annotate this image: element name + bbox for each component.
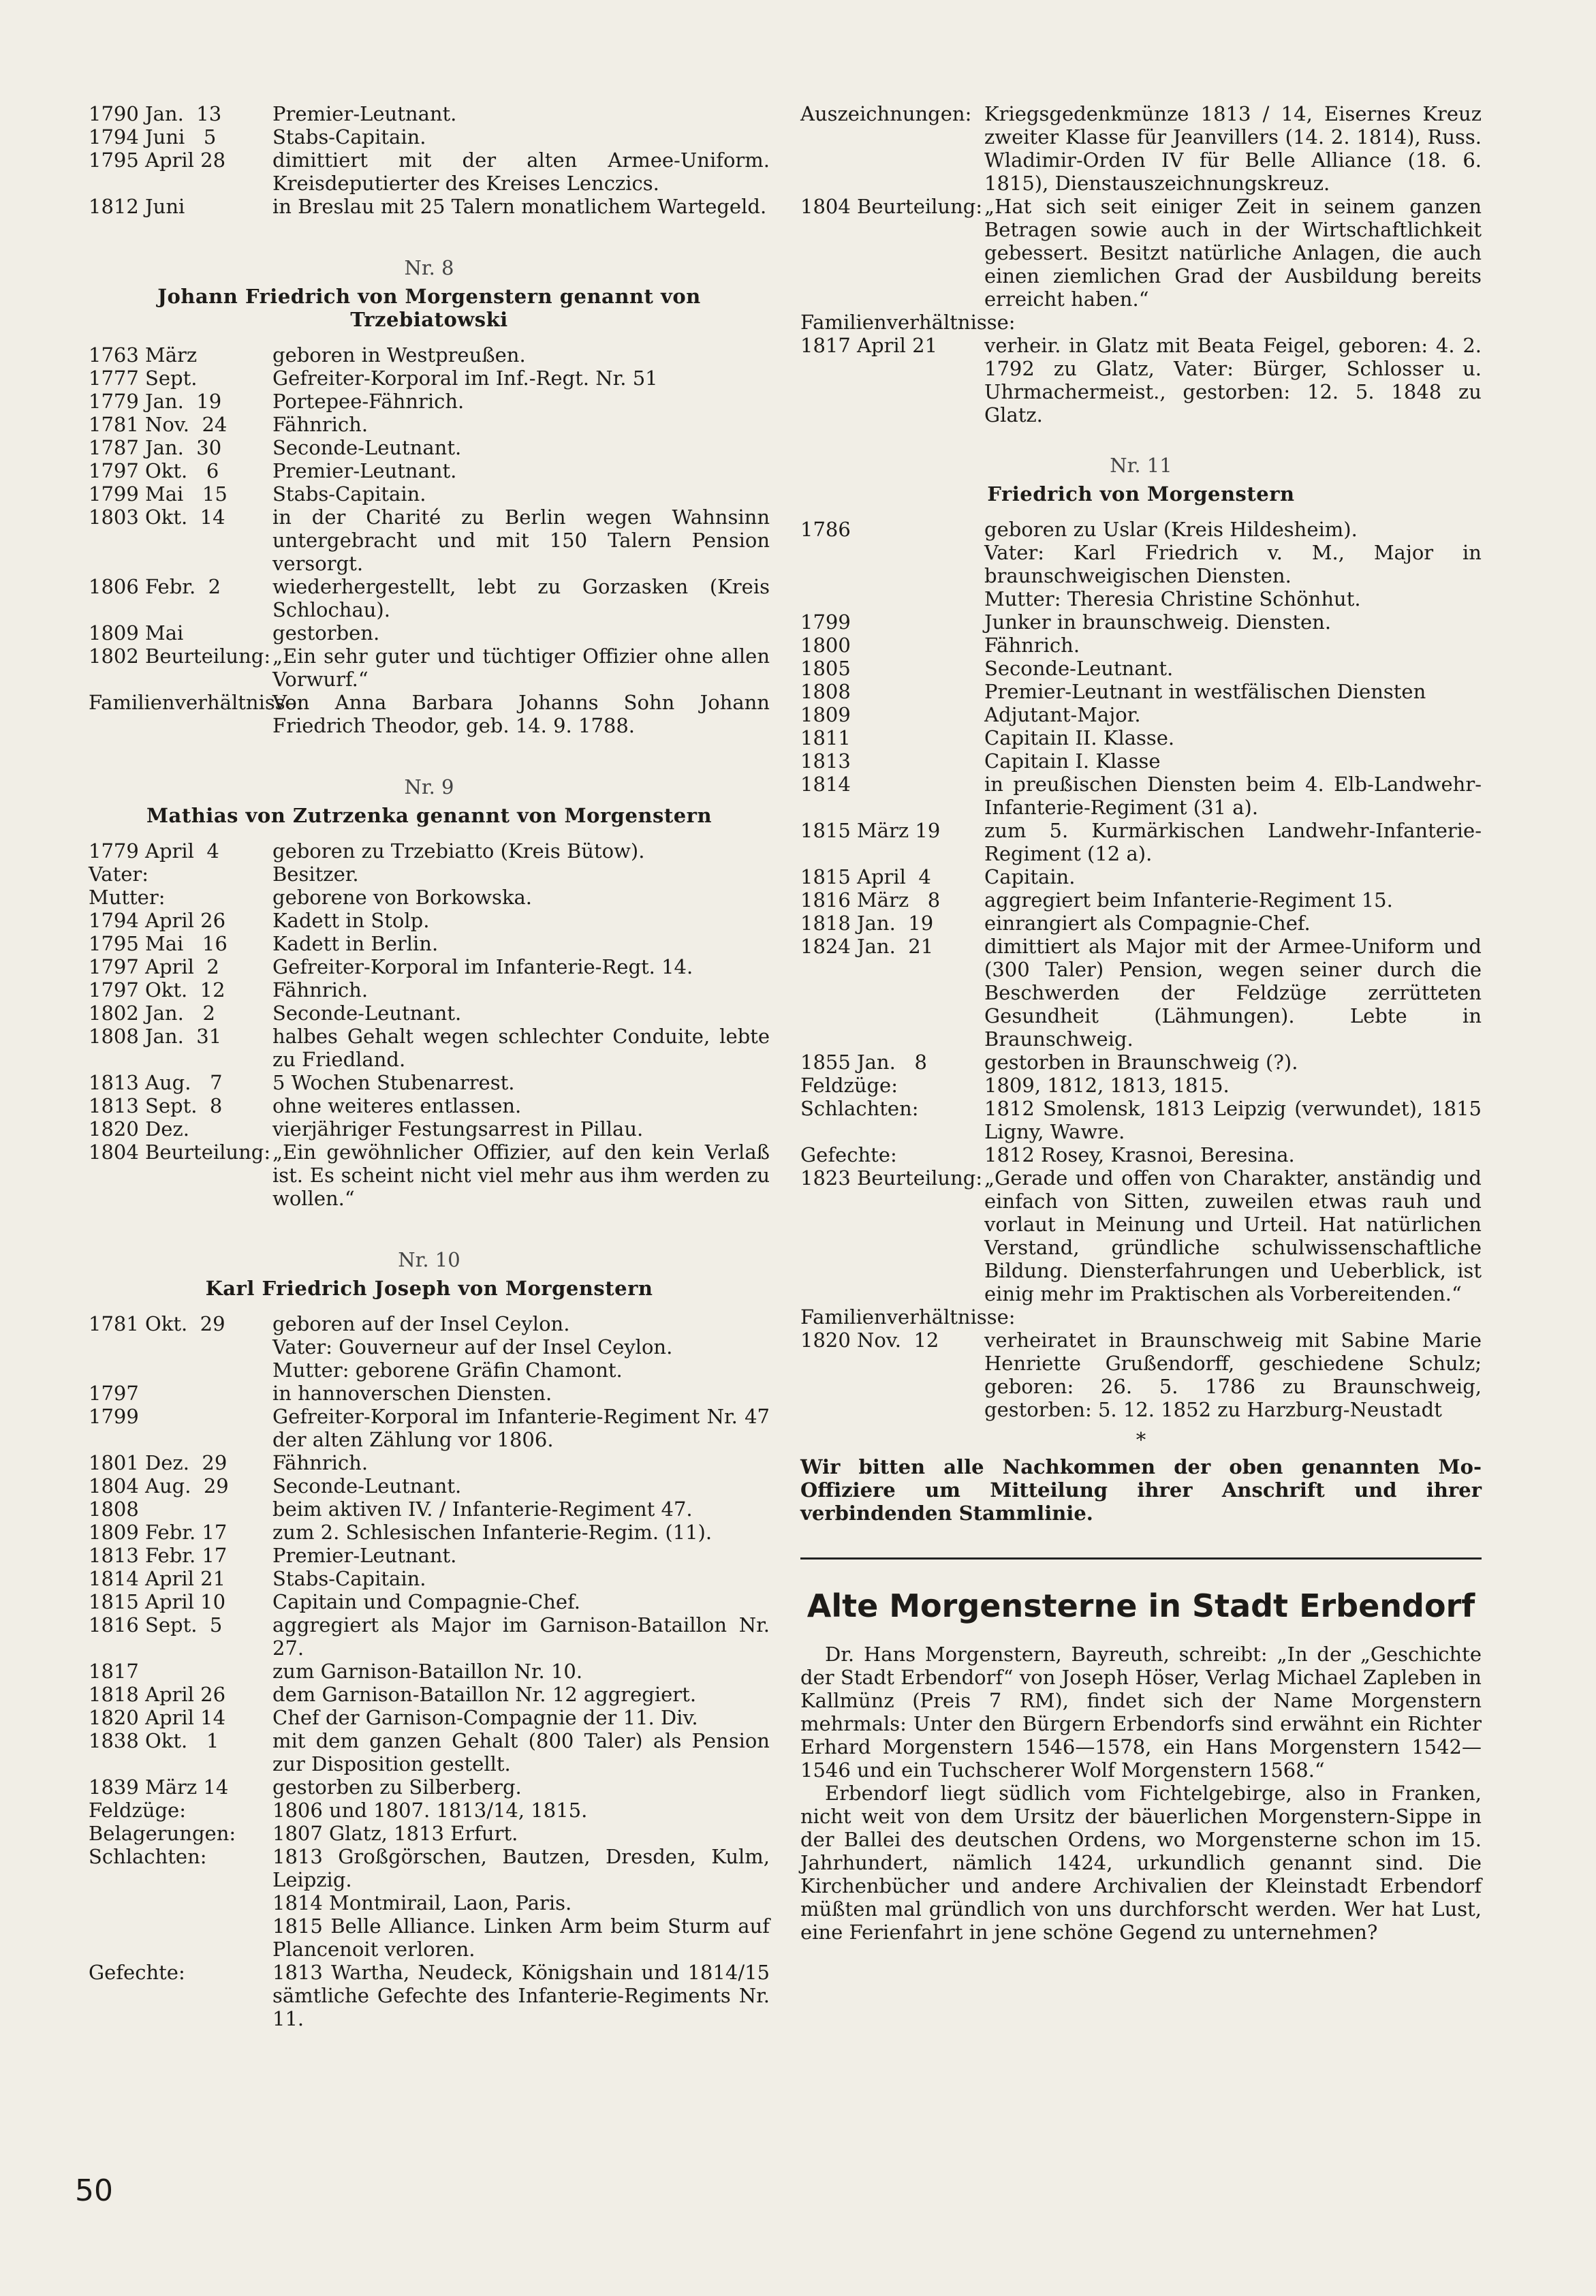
entry-row [89, 1335, 770, 1359]
right-column [800, 102, 1482, 1944]
entry-row [89, 1141, 770, 1210]
entry-row [800, 102, 1482, 195]
row-text: in Breslau mit 25 Talern monatlichem Wartegeld. [272, 195, 767, 218]
row-date: 1779 Jan. 19 [89, 390, 222, 413]
row-text: Gefreiter-Korporal im Infanterie-Regt. 14. [272, 955, 693, 978]
family-row [89, 691, 770, 737]
entry-row [89, 886, 770, 909]
row-text: geboren in Westpreußen. [272, 343, 526, 367]
preamble [89, 102, 770, 218]
row-date: Vater: [89, 863, 149, 886]
row-text: Fähnrich. [272, 978, 369, 1002]
entry-row [800, 1166, 1482, 1305]
row-text: zum 2. Schlesischen Infanterie-Regim. (11). [272, 1521, 713, 1544]
row-date: 1797 April 2 [89, 955, 219, 978]
row-date: 1801 Dez. 29 [89, 1451, 228, 1474]
row-text: „Ein gewöhnlicher Offizier, auf den kein Verlaß ist. Es scheint nicht viel mehr aus ihm werden zu wollen.“ [272, 1141, 770, 1210]
row-text: verheir. in Glatz mit Beata Feigel, geboren: 4. 2. 1792 zu Glatz, Vater: Bürger, Schlosser u. Uhrmachermeist., gestorben: 12. 5. 1848 zu Glatz. [984, 334, 1482, 426]
row-date: 1813 Febr. 17 [89, 1544, 228, 1567]
row-date: 1812 Juni [89, 195, 185, 218]
row-text: 1813 Großgörschen, Bautzen, Dresden, Kulm, Leipzig. [272, 1845, 770, 1891]
row-text: ohne weiteres entlassen. [272, 1094, 522, 1117]
row-text: Stabs-Capitain. [272, 125, 426, 149]
entry-row [89, 1382, 770, 1405]
entry-row [89, 1094, 770, 1117]
entry-row [89, 1117, 770, 1141]
entry-number: Nr. 10 [398, 1248, 460, 1271]
entry-nr-9 [89, 775, 770, 1210]
entry-row [89, 1891, 770, 1914]
entry-row [89, 575, 770, 621]
row-date: Feldzüge: [800, 1074, 898, 1097]
row-date: 1817 [89, 1660, 139, 1683]
entry-nr-11 [800, 454, 1482, 1421]
row-date: 1820 Dez. [89, 1117, 189, 1141]
row-text: Seconde-Leutnant. [272, 1002, 462, 1025]
row-text: dem Garnison-Bataillon Nr. 12 aggregiert. [272, 1683, 697, 1706]
row-date: 1800 [800, 634, 851, 657]
row-text: Adjutant-Major. [984, 703, 1141, 726]
entry-row [89, 1845, 770, 1891]
row-date: Gefechte: [800, 1143, 897, 1166]
entry-row [89, 149, 770, 195]
row-text: gestorben in Braunschweig (?). [984, 1051, 1298, 1074]
row-date: 1797 Okt. 12 [89, 978, 225, 1002]
row-date: 1799 [89, 1405, 139, 1428]
entry-row [89, 413, 770, 436]
entry-row [800, 749, 1482, 773]
row-date: 1809 Febr. 17 [89, 1521, 228, 1544]
entry-row [89, 1405, 770, 1451]
row-date [89, 1359, 272, 1382]
row-date: 1820 Nov. 12 [800, 1329, 939, 1352]
row-text: Mutter: geborene Gräfin Chamont. [272, 1359, 623, 1382]
entry-row [89, 1660, 770, 1683]
row-date: Auszeichnungen: [800, 102, 972, 125]
row-text: 1807 Glatz, 1813 Erfurt. [272, 1822, 518, 1845]
row-date: Schlachten: [89, 1845, 207, 1868]
entry-row [800, 518, 1482, 541]
entry-row [89, 1312, 770, 1335]
entry-row [89, 367, 770, 390]
row-date: 1813 Sept. 8 [89, 1094, 223, 1117]
row-date: 1790 Jan. 13 [89, 102, 222, 125]
row-text: „Hat sich seit einiger Zeit in seinem ganzen Betragen sowie auch in der Wirtschaftlichkeit gebessert. Besitzt natürliche Anlagen, die auch einen ziemlichen Grad der Ausbildung bereits erreicht haben.“ [984, 195, 1482, 311]
row-text: zum 5. Kurmärkischen Landwehr-Infanterie-Regiment (12 a). [984, 819, 1482, 865]
row-date: 1808 Jan. 31 [89, 1025, 222, 1048]
row-text: halbes Gehalt wegen schlechter Conduite, lebte zu Friedland. [272, 1025, 770, 1071]
entry-row [800, 865, 1482, 888]
entry-row [89, 1799, 770, 1822]
row-date: 1797 [89, 1382, 139, 1405]
row-date: 1815 April 10 [89, 1590, 226, 1613]
entry-row [89, 1359, 770, 1382]
row-text: Vater: Gouverneur auf der Insel Ceylon. [272, 1335, 673, 1359]
row-text: Stabs-Capitain. [272, 1567, 426, 1590]
entry-name: Johann Friedrich von Morgenstern genannt von Trzebiatowski [157, 285, 701, 331]
row-date: 1824 Jan. 21 [800, 935, 934, 958]
row-text: Portepee-Fähnrich. [272, 390, 465, 413]
row-text: Capitain und Compagnie-Chef. [272, 1590, 580, 1613]
row-date: 1816 März 8 [800, 888, 941, 912]
row-date: 1794 Juni 5 [89, 125, 217, 149]
row-date: Mutter: [89, 886, 166, 909]
entry-row [800, 1097, 1482, 1143]
row-text: 1815 Belle Alliance. Linken Arm beim Sturm auf Plancenoit verloren. [272, 1914, 770, 1961]
row-text: Premier-Leutnant. [272, 1544, 457, 1567]
row-date: 1855 Jan. 8 [800, 1051, 927, 1074]
row-text: Fähnrich. [984, 634, 1080, 657]
row-text: Mutter: Theresia Christine Schönhut. [984, 587, 1361, 610]
row-date: 1818 April 26 [89, 1683, 226, 1706]
row-text: Fähnrich. [272, 413, 369, 436]
row-date: 1806 Febr. 2 [89, 575, 221, 598]
entry-row [89, 1544, 770, 1567]
entry-row [800, 1074, 1482, 1097]
entry-row [89, 482, 770, 506]
row-date: 1815 April 4 [800, 865, 931, 888]
row-date: 1817 April 21 [800, 334, 938, 357]
row-date: 1820 April 14 [89, 1706, 226, 1729]
entry-row [89, 1071, 770, 1094]
row-text: Besitzer. [272, 863, 359, 886]
entry-row [800, 610, 1482, 634]
row-date: 1809 Mai [89, 621, 184, 645]
family-row [800, 334, 1482, 426]
row-date: 1814 [800, 773, 851, 796]
row-text: Seconde-Leutnant. [272, 436, 462, 459]
row-text: aggregiert beim Infanterie-Regiment 15. [984, 888, 1393, 912]
row-date: 1797 Okt. 6 [89, 459, 219, 482]
row-date [800, 541, 984, 587]
row-date: 1781 Nov. 24 [89, 413, 228, 436]
row-text: Kadett in Berlin. [272, 932, 439, 955]
row-text: 1812 Rosey, Krasnoi, Beresina. [984, 1143, 1295, 1166]
row-date: 1803 Okt. 14 [89, 506, 225, 529]
row-date: 1804 Aug. 29 [89, 1474, 229, 1498]
row-text: Kriegsgedenkmünze 1813 / 14, Eisernes Kreuz zweiter Klasse für Jeanvillers (14. 2. 1814), Russ. Wladimir-Orden IV für Belle Alliance (18. 6. 1815), Dienstauszeichnungskreuz. [984, 102, 1482, 195]
entry-name: Friedrich von Morgenstern [987, 482, 1295, 506]
entry-row [800, 657, 1482, 680]
row-text: 1809, 1812, 1813, 1815. [984, 1074, 1230, 1097]
row-text: zum Garnison-Bataillon Nr. 10. [272, 1660, 583, 1683]
family-row [800, 1329, 1482, 1421]
row-text: dimittiert mit der alten Armee-Uniform. Kreisdeputierter des Kreises Lenczics. [272, 149, 770, 195]
family-label: Familienverhältnisse: [800, 311, 1016, 334]
entry-row [800, 819, 1482, 865]
row-text: mit dem ganzen Gehalt (800 Taler) als Pension zur Disposition gestellt. [272, 1729, 770, 1775]
row-text: geboren zu Uslar (Kreis Hildesheim). [984, 518, 1358, 541]
row-text: Chef der Garnison-Compagnie der 11. Div. [272, 1706, 698, 1729]
entry-row [800, 680, 1482, 703]
entry-row [89, 1474, 770, 1498]
row-date: 1777 Sept. [89, 367, 198, 390]
row-date: 1779 April 4 [89, 839, 219, 863]
entry-row [89, 909, 770, 932]
entry-row [89, 621, 770, 645]
entry-row [89, 1961, 770, 2030]
entry-row [800, 1143, 1482, 1166]
row-text: einrangiert als Compagnie-Chef. [984, 912, 1311, 935]
article-headline: Alte Morgensterne in Stadt Erbendorf [807, 1587, 1475, 1624]
article-paragraph: Dr. Hans Morgenstern, Bayreuth, schreibt: „In der „Geschichte der Stadt Erbendorf“ von Joseph Höser, Verlag Michael Zapleben in Kallmünz (Preis 7 RM), findet sich der Name Morgenstern mehrmals: Unter den Bürgern Erbendorfs sind erwähnt ein Richter Erhard Morgenstern 1546—1578, ein Hans Morgenstern 1542—1546 und ein Tuchscherer Wolf Morgenstern 1568.“ [800, 1643, 1482, 1782]
row-date: 1839 März 14 [89, 1775, 229, 1799]
row-date [89, 1914, 272, 1961]
row-date: 1799 [800, 610, 851, 634]
entry-row [89, 390, 770, 413]
entry-row [89, 955, 770, 978]
row-text: gestorben. [272, 621, 380, 645]
row-date: 1823 Beurteilung: [800, 1166, 983, 1190]
row-date: 1816 Sept. 5 [89, 1613, 223, 1636]
row-text: in preußischen Diensten beim 4. Elb-Landwehr-Infanterie-Regiment (31 a). [984, 773, 1482, 819]
entry-number: Nr. 11 [1110, 454, 1172, 477]
entry-row [800, 1051, 1482, 1074]
row-text: aggregiert als Major im Garnison-Bataillon Nr. 27. [272, 1613, 770, 1660]
row-date: 1804 Beurteilung: [800, 195, 983, 218]
row-date [89, 1891, 272, 1914]
entry-name: Karl Friedrich Joseph von Morgenstern [205, 1277, 653, 1300]
family-label: Familienverhältnisse: [800, 1305, 1016, 1329]
row-text: Premier-Leutnant in westfälischen Diensten [984, 680, 1426, 703]
entry-nr-10 [89, 1248, 770, 2030]
entry-row [89, 1451, 770, 1474]
entry-row [89, 645, 770, 691]
row-text: vierjähriger Festungsarrest in Pillau. [272, 1117, 644, 1141]
row-text: 1814 Montmirail, Laon, Paris. [272, 1891, 572, 1914]
row-date: 1802 Jan. 2 [89, 1002, 215, 1025]
row-text: verheiratet in Braunschweig mit Sabine Marie Henriette Grußendorff, geschiedene Schulz; geboren: 26. 5. 1786 zu Braunschweig, gestorben: 5. 12. 1852 zu Harzburg-Neustadt [984, 1329, 1482, 1421]
entry-row [800, 195, 1482, 311]
row-date: Feldzüge: [89, 1799, 186, 1822]
row-text: geboren zu Trzebiatto (Kreis Bütow). [272, 839, 645, 863]
row-date: 1813 Aug. 7 [89, 1071, 223, 1094]
entry-row [89, 343, 770, 367]
row-date: Gefechte: [89, 1961, 185, 1984]
horizontal-rule [800, 1557, 1482, 1560]
row-date: 1814 April 21 [89, 1567, 226, 1590]
row-text: Kadett in Stolp. [272, 909, 430, 932]
row-date [89, 1335, 272, 1359]
row-date: 1786 [800, 518, 851, 541]
entry-nr-8 [89, 256, 770, 737]
row-date: 1781 Okt. 29 [89, 1312, 225, 1335]
row-text: Stabs-Capitain. [272, 482, 426, 506]
entry-row [89, 506, 770, 575]
entry-row [89, 863, 770, 886]
entry-row [89, 1025, 770, 1071]
row-text: 5 Wochen Stubenarrest. [272, 1071, 515, 1094]
family-text: Von Anna Barbara Johanns Sohn Johann Friedrich Theodor, geb. 14. 9. 1788. [272, 691, 770, 737]
row-text: Seconde-Leutnant. [984, 657, 1174, 680]
entry-row [800, 726, 1482, 749]
row-date: Belagerungen: [89, 1822, 236, 1845]
row-text: 1812 Smolensk, 1813 Leipzig (verwundet), 1815 Ligny, Wawre. [984, 1097, 1482, 1143]
row-text: Capitain. [984, 865, 1076, 888]
row-date: 1804 Beurteilung: [89, 1141, 271, 1164]
section-separator-star: * [1136, 1428, 1146, 1451]
entry-row [89, 459, 770, 482]
entry-row [89, 1567, 770, 1590]
row-date [800, 587, 984, 610]
left-column [89, 102, 770, 2030]
entry-number: Nr. 8 [404, 256, 454, 279]
row-date: 1808 [89, 1498, 139, 1521]
family-label: Familienverhältnisse: [89, 691, 304, 714]
row-text: Capitain II. Klasse. [984, 726, 1175, 749]
entry-row [800, 773, 1482, 819]
row-text: Junker in braunschweig. Diensten. [984, 610, 1332, 634]
row-text: Premier-Leutnant. [272, 459, 457, 482]
row-date: 1813 [800, 749, 851, 773]
row-text: Capitain I. Klasse [984, 749, 1161, 773]
entry-row [89, 1498, 770, 1521]
entry-row [800, 634, 1482, 657]
row-text: wiederhergestellt, lebt zu Gorzasken (Kreis Schlochau). [272, 575, 770, 621]
row-text: 1813 Wartha, Neudeck, Königshain und 1814/15 sämtliche Gefechte des Infanterie-Regiments Nr. 11. [272, 1961, 770, 2030]
row-text: Gefreiter-Korporal im Inf.-Regt. Nr. 51 [272, 367, 658, 390]
row-date: 1805 [800, 657, 851, 680]
row-text: dimittiert als Major mit der Armee-Uniform und (300 Taler) Pension, wegen seiner durch die Beschwerden der Feldzüge zerrütteten Gesundheit (Lähmungen). Lebte in Braunschweig. [984, 935, 1482, 1051]
entry-number: Nr. 9 [404, 775, 454, 798]
entry-row [89, 1613, 770, 1660]
entry-row [89, 1822, 770, 1845]
row-date: 1799 Mai 15 [89, 482, 228, 506]
row-date: 1809 [800, 703, 851, 726]
row-text: „Gerade und offen von Charakter, anständig und einfach von Sitten, zuweilen etwas rauh und vorlaut in Meinung und Urteil. Hat natürlichen Verstand, gründliche schulwissenschaftliche Bildung. Diensterfahrungen und Ueberblick, ist einig mehr im Praktischen als Vorbereitenden.“ [984, 1166, 1482, 1305]
entry-row [89, 1521, 770, 1544]
row-text: in hannoverschen Diensten. [272, 1382, 552, 1405]
row-text: Fähnrich. [272, 1451, 369, 1474]
row-text: in der Charité zu Berlin wegen Wahnsinn untergebracht und mit 150 Talern Pension versorgt. [272, 506, 770, 575]
row-date: 1838 Okt. 1 [89, 1729, 219, 1752]
entry-row [89, 1914, 770, 1961]
row-date: 1787 Jan. 30 [89, 436, 222, 459]
article-paragraph: Erbendorf liegt südlich vom Fichtelgebirge, also in Franken, nicht weit von dem Ursitz der bäuerlichen Morgenstern-Sippe in der Ballei des deutschen Ordens, wo Morgensterne schon im 15. Jahrhundert, nämlich 1424, urkundlich genannt sind. Die Kirchenbücher und andere Archivalien der Kleinstadt Erbendorf müßten mal gründlich von uns durchforscht werden. Wer hat Lust, eine Ferienfahrt in jene schöne Gegend zu unternehmen? [800, 1782, 1482, 1944]
row-date: 1763 März [89, 343, 198, 367]
entry-row [89, 1729, 770, 1775]
appeal-note: Wir bitten alle Nachkommen der oben genannten Mo-Offiziere um Mitteilung ihrer Anschrift und ihrer verbindenden Stammlinie. [800, 1455, 1482, 1525]
entry-row [89, 125, 770, 149]
entry-row [89, 1002, 770, 1025]
row-date: 1794 April 26 [89, 909, 226, 932]
entry-row [800, 912, 1482, 935]
entry-row [89, 978, 770, 1002]
row-text: „Ein sehr guter und tüchtiger Offizier ohne allen Vorwurf.“ [272, 645, 770, 691]
entry-row [89, 195, 770, 218]
row-text: geboren auf der Insel Ceylon. [272, 1312, 570, 1335]
entry-row [89, 436, 770, 459]
entry-row [800, 888, 1482, 912]
entry-row [89, 932, 770, 955]
entry-row [800, 587, 1482, 610]
row-date: 1815 März 19 [800, 819, 941, 842]
row-date: 1818 Jan. 19 [800, 912, 934, 935]
row-date: Schlachten: [800, 1097, 919, 1120]
row-text: Gefreiter-Korporal im Infanterie-Regiment Nr. 47 der alten Zählung vor 1806. [272, 1405, 770, 1451]
row-text: geborene von Borkowska. [272, 886, 533, 909]
row-text: Seconde-Leutnant. [272, 1474, 462, 1498]
entry-row [89, 1683, 770, 1706]
entry-row [800, 703, 1482, 726]
page-number: 50 [75, 2173, 113, 2208]
row-text: Vater: Karl Friedrich v. M., Major in braunschweigischen Diensten. [984, 541, 1482, 587]
entry-row [89, 1590, 770, 1613]
entry-row [89, 1706, 770, 1729]
article-erbendorf [800, 1587, 1482, 1944]
row-text: beim aktiven IV. / Infanterie-Regiment 47. [272, 1498, 693, 1521]
row-date: 1795 Mai 16 [89, 932, 228, 955]
entry-row [89, 839, 770, 863]
row-date: 1802 Beurteilung: [89, 645, 271, 668]
entry-row [800, 541, 1482, 587]
row-date: 1811 [800, 726, 851, 749]
entry-row [89, 1775, 770, 1799]
row-text: 1806 und 1807. 1813/14, 1815. [272, 1799, 588, 1822]
entry-name: Mathias von Zutrzenka genannt von Morgenstern [146, 804, 713, 827]
row-text: gestorben zu Silberberg. [272, 1775, 522, 1799]
entry-row [89, 102, 770, 125]
row-text: Premier-Leutnant. [272, 102, 457, 125]
row-date: 1795 April 28 [89, 149, 226, 172]
row-date: 1808 [800, 680, 851, 703]
entry-row [800, 935, 1482, 1051]
